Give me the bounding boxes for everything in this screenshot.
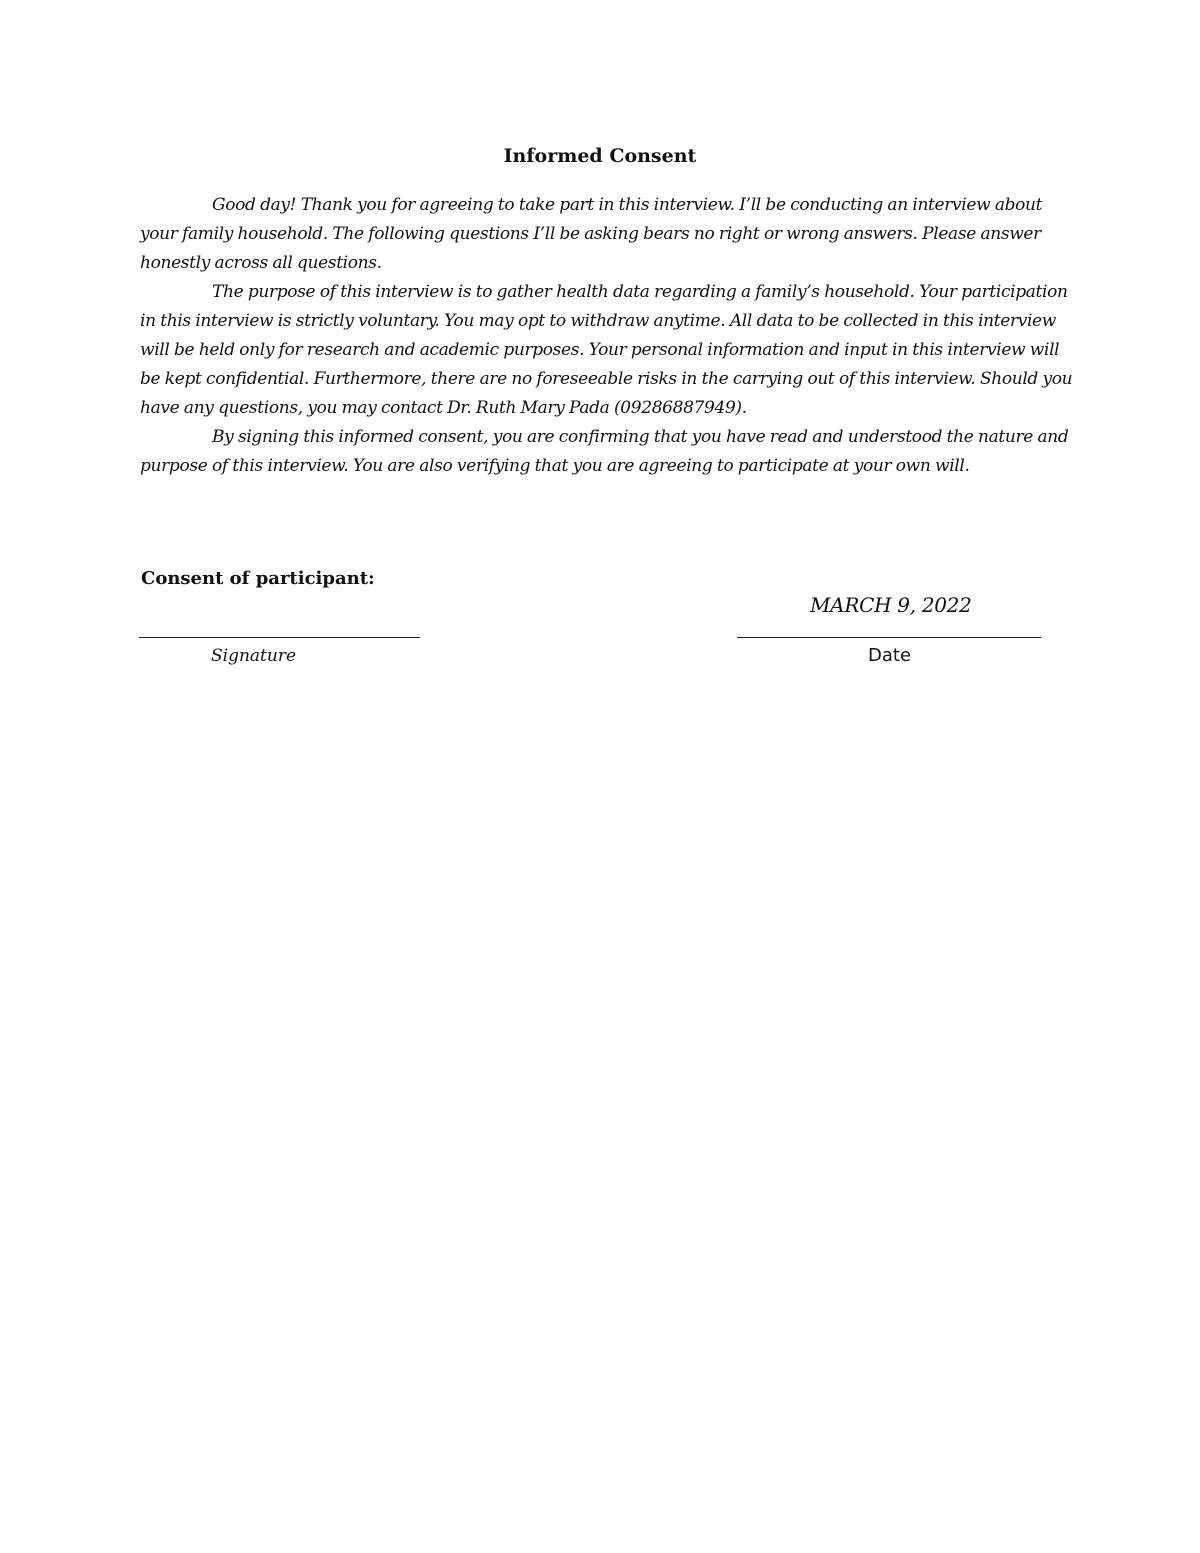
date-field-value: MARCH 9, 2022 [810,593,972,617]
document-title: Informed Consent [503,145,697,167]
signature-caption: Signature [211,646,297,666]
consent-of-participant-label: Consent of participant: [141,568,375,589]
consent-body [140,191,1075,481]
greeting-paragraph: Good day! Thank you for agreeing to take part in this interview. I’ll be conducting an interview about your family household. The following questions I’ll be asking bears no right or wrong answers. Please answer honestly across all questions. [140,195,1043,273]
date-line [737,637,1041,638]
purpose-paragraph: The purpose of this interview is to gather health data regarding a family’s household. Your participation in this interview is strictly voluntary. You may opt to withdraw anytime. All data to be collected in this interview will be held only for research and academic purposes. Your personal information and input in this interview will be kept confidential. Furthermore, there are no foreseeable risks in the carrying out of this interview. Should you have any questions, you may contact Dr. Ruth Mary Pada (09286887949). [140,282,1073,418]
date-caption: Date [868,645,912,666]
signature-line [139,637,420,638]
confirmation-paragraph: By signing this informed consent, you are confirming that you have read and understood the nature and purpose of this interview. You are also verifying that you are agreeing to participate at your own will. [140,427,1069,476]
